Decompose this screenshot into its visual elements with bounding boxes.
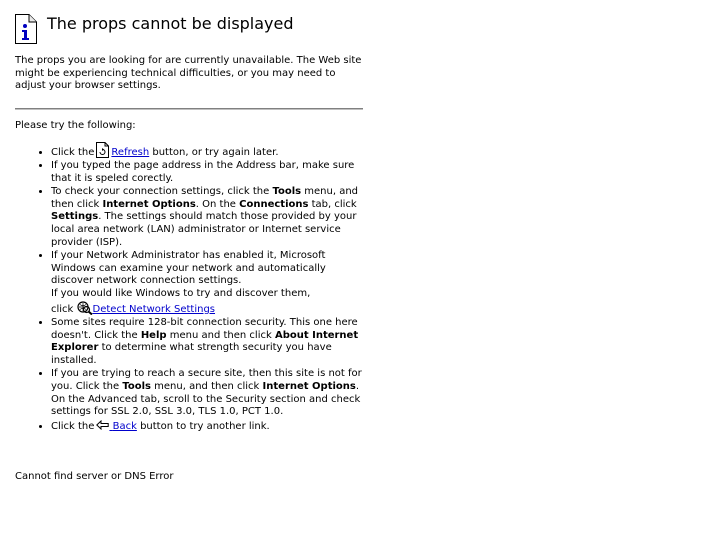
security-text-1: Some sites require 128-bit connection security. This one here doesn't. Click the [51,316,358,341]
settings-label: Settings [51,211,99,223]
network-text-2: If you would like Windows to try and discover them, [51,288,311,300]
internet-options-label-2: Internet Options [262,380,356,392]
list-item-refresh [51,142,364,160]
page-header [15,14,365,46]
back-arrow-icon [96,420,109,430]
tools-menu-label: Tools [272,185,302,197]
detect-network-settings-link[interactable]: Detect Network Settings [92,303,216,315]
list-item-back [51,420,364,434]
internet-options-label: Internet Options [102,198,196,210]
back-link-label: Back [112,420,137,432]
refresh-before-text: Click the [51,146,95,158]
network-text-1: If your Network Administrator has enabled it, Microsoft Windows can examine your network and automatically discover network connection settings. [51,249,326,287]
connection-text-2: menu, and then click [51,185,359,210]
list-item-security [51,317,364,368]
about-ie-label: About Internet Explorer [51,329,359,354]
secure-site-text-1: If you are trying to reach a secure site, then this site is not for you. Click the [51,368,362,392]
secure-site-text-2: menu, and then click [154,380,260,392]
security-text-3: to determine what strength security you have installed. [51,342,332,367]
connection-text-4: tab, click [311,198,357,210]
refresh-after-text: button, or try again later. [152,146,279,158]
list-item-secure-site [51,368,364,419]
refresh-link[interactable]: Refresh [111,146,150,158]
intro-text: The props you are looking for are currently unavailable. The Web site might be experiencing technical difficulties, or you may need to adjust your browser settings. [15,55,362,92]
connection-text-1: To check your connection settings, click the [51,185,270,197]
error-page [15,14,365,434]
back-after-text: button to try another link. [140,420,270,432]
detect-network-icon [77,301,93,315]
network-text-3: click [51,303,74,315]
list-item-connection [51,186,364,250]
back-before-text: Click the [51,420,95,432]
security-text-2: menu and then click [169,329,272,341]
secure-site-text-3: . On the Advanced tab, scroll to the Security section and check settings for SSL 2.0, SSL 3.0, TLS 1.0, PCT 1.0. [51,380,361,418]
page-title: The props cannot be displayed [47,14,294,33]
divider [15,108,363,110]
info-icon [15,14,37,44]
suggestion-list [15,142,364,433]
help-menu-label: Help [140,329,167,341]
list-item-address: • If you typed the page address in the Address bar, make sure that it is speled corectly. [51,160,364,185]
error-code-text: Cannot find server or DNS Error [15,471,174,482]
connections-tab-label: Connections [239,198,309,210]
tools-menu-label-2: Tools [122,380,151,392]
refresh-page-icon [96,142,109,158]
back-link[interactable] [109,421,136,432]
try-heading: Please try the following: [15,120,136,132]
list-item-network [51,250,364,317]
connection-text-5: . The settings should match those provided by your local area network (LAN) administrator or Internet service provider (ISP). [51,211,357,248]
connection-text-3: . On the [195,198,236,210]
